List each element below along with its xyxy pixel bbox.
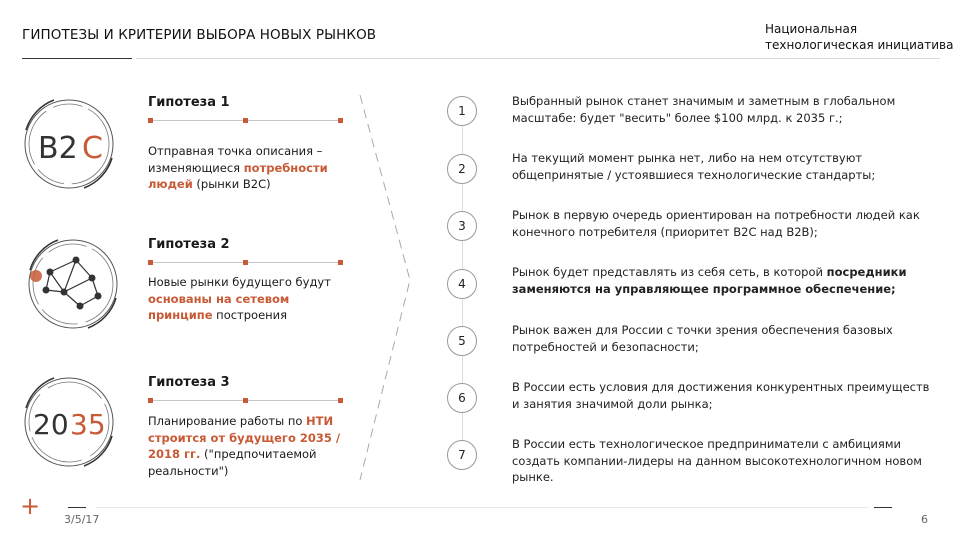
hypothesis-2-rule xyxy=(148,262,343,263)
hypothesis-2-text-a: Новые рынки будущего будут xyxy=(148,275,331,289)
hypothesis-3-text-a: Планирование работы по xyxy=(148,414,307,428)
hypothesis-3-text-b: ("предпочитаемой реальности") xyxy=(148,447,317,478)
footer-rule-right xyxy=(874,507,892,508)
b2c-icon xyxy=(14,90,124,198)
page-title: ГИПОТЕЗЫ И КРИТЕРИИ ВЫБОРА НОВЫХ РЫНКОВ xyxy=(22,27,377,43)
header-divider xyxy=(136,58,940,59)
criterion-6-number: 6 xyxy=(447,383,477,413)
criterion-1-number: 1 xyxy=(447,96,477,126)
org-logo-text xyxy=(765,21,953,53)
year-icon-text-b: 35 xyxy=(70,408,106,441)
criterion-2-number: 2 xyxy=(447,154,477,184)
page-number: 6 xyxy=(921,513,928,526)
network-icon xyxy=(18,230,128,338)
criterion-5-text: Рынок важен для России с точки зрения обеспечения базовых потребностей и безопасности; xyxy=(512,323,893,354)
year-icon-text-a: 20 xyxy=(33,408,69,441)
criterion-3-number: 3 xyxy=(447,211,477,241)
criterion-3-text: Рынок в первую очередь ориентирован на потребности людей как конечного потребителя (приоритет B2C над B2B); xyxy=(512,208,920,239)
hypothesis-1-text xyxy=(148,143,353,193)
criterion-7-number: 7 xyxy=(447,440,477,470)
org-line-2: технологическая инициатива xyxy=(765,38,954,52)
criterion-4-text xyxy=(512,264,932,297)
criterion-5-number: 5 xyxy=(447,326,477,356)
hypothesis-2-accent: основаны на сетевом принципе xyxy=(148,291,290,322)
year-2035-icon xyxy=(14,368,124,476)
b2c-icon-text-b: C xyxy=(82,131,103,166)
hypothesis-1-rule xyxy=(148,120,343,121)
footer-rule-left xyxy=(68,507,86,508)
chevron-separator xyxy=(355,90,425,490)
hypothesis-3-accent: НТИ строится от будущего 2035 / 2018 гг. xyxy=(148,414,341,461)
hypothesis-1-accent: потребности людей xyxy=(148,160,328,191)
hypothesis-2-text-b: построения xyxy=(212,308,288,322)
title-underline xyxy=(22,58,132,59)
criterion-4-number: 4 xyxy=(447,269,477,299)
hypothesis-1-title: Гипотеза 1 xyxy=(148,95,230,110)
hypothesis-3-text xyxy=(148,413,353,479)
criterion-7-text: В России есть технологическое предприниматели с амбициями создать компании-лидеры на данном высокотехнологичном новом рынке. xyxy=(512,437,922,484)
hypothesis-3-rule xyxy=(148,400,343,401)
footer-rule xyxy=(96,507,868,508)
criterion-6-text: В России есть условия для достижения конкурентных преимуществ и занятия значимой доли рынка; xyxy=(512,380,930,411)
criterion-4-text-a: Рынок будет представлять из себя сеть, в которой xyxy=(512,265,827,279)
hypothesis-2-text xyxy=(148,274,353,324)
b2c-icon-text-a: B2 xyxy=(38,131,78,166)
criterion-2-text: На текущий момент рынка нет, либо на нем отсутствуют общепринятые / устоявшиеся технологические стандарты; xyxy=(512,151,876,182)
hypothesis-2-title: Гипотеза 2 xyxy=(148,237,230,252)
hypothesis-3-title: Гипотеза 3 xyxy=(148,375,230,390)
criterion-4-bold: посредники заменяются на управляющее программное обеспечение; xyxy=(512,265,907,296)
hypothesis-1-text-a: Отправная точка описания – изменяющиеся xyxy=(148,144,323,175)
plus-icon: + xyxy=(20,492,41,520)
footer-date: 3/5/17 xyxy=(64,513,100,526)
hypothesis-1-text-b: (рынки B2C) xyxy=(192,177,271,191)
criterion-1-text: Выбранный рынок станет значимым и заметным в глобальном масштабе: будет "весить" более $100 млрд. к 2035 г.; xyxy=(512,94,896,125)
org-line-1: Национальная xyxy=(765,22,858,36)
